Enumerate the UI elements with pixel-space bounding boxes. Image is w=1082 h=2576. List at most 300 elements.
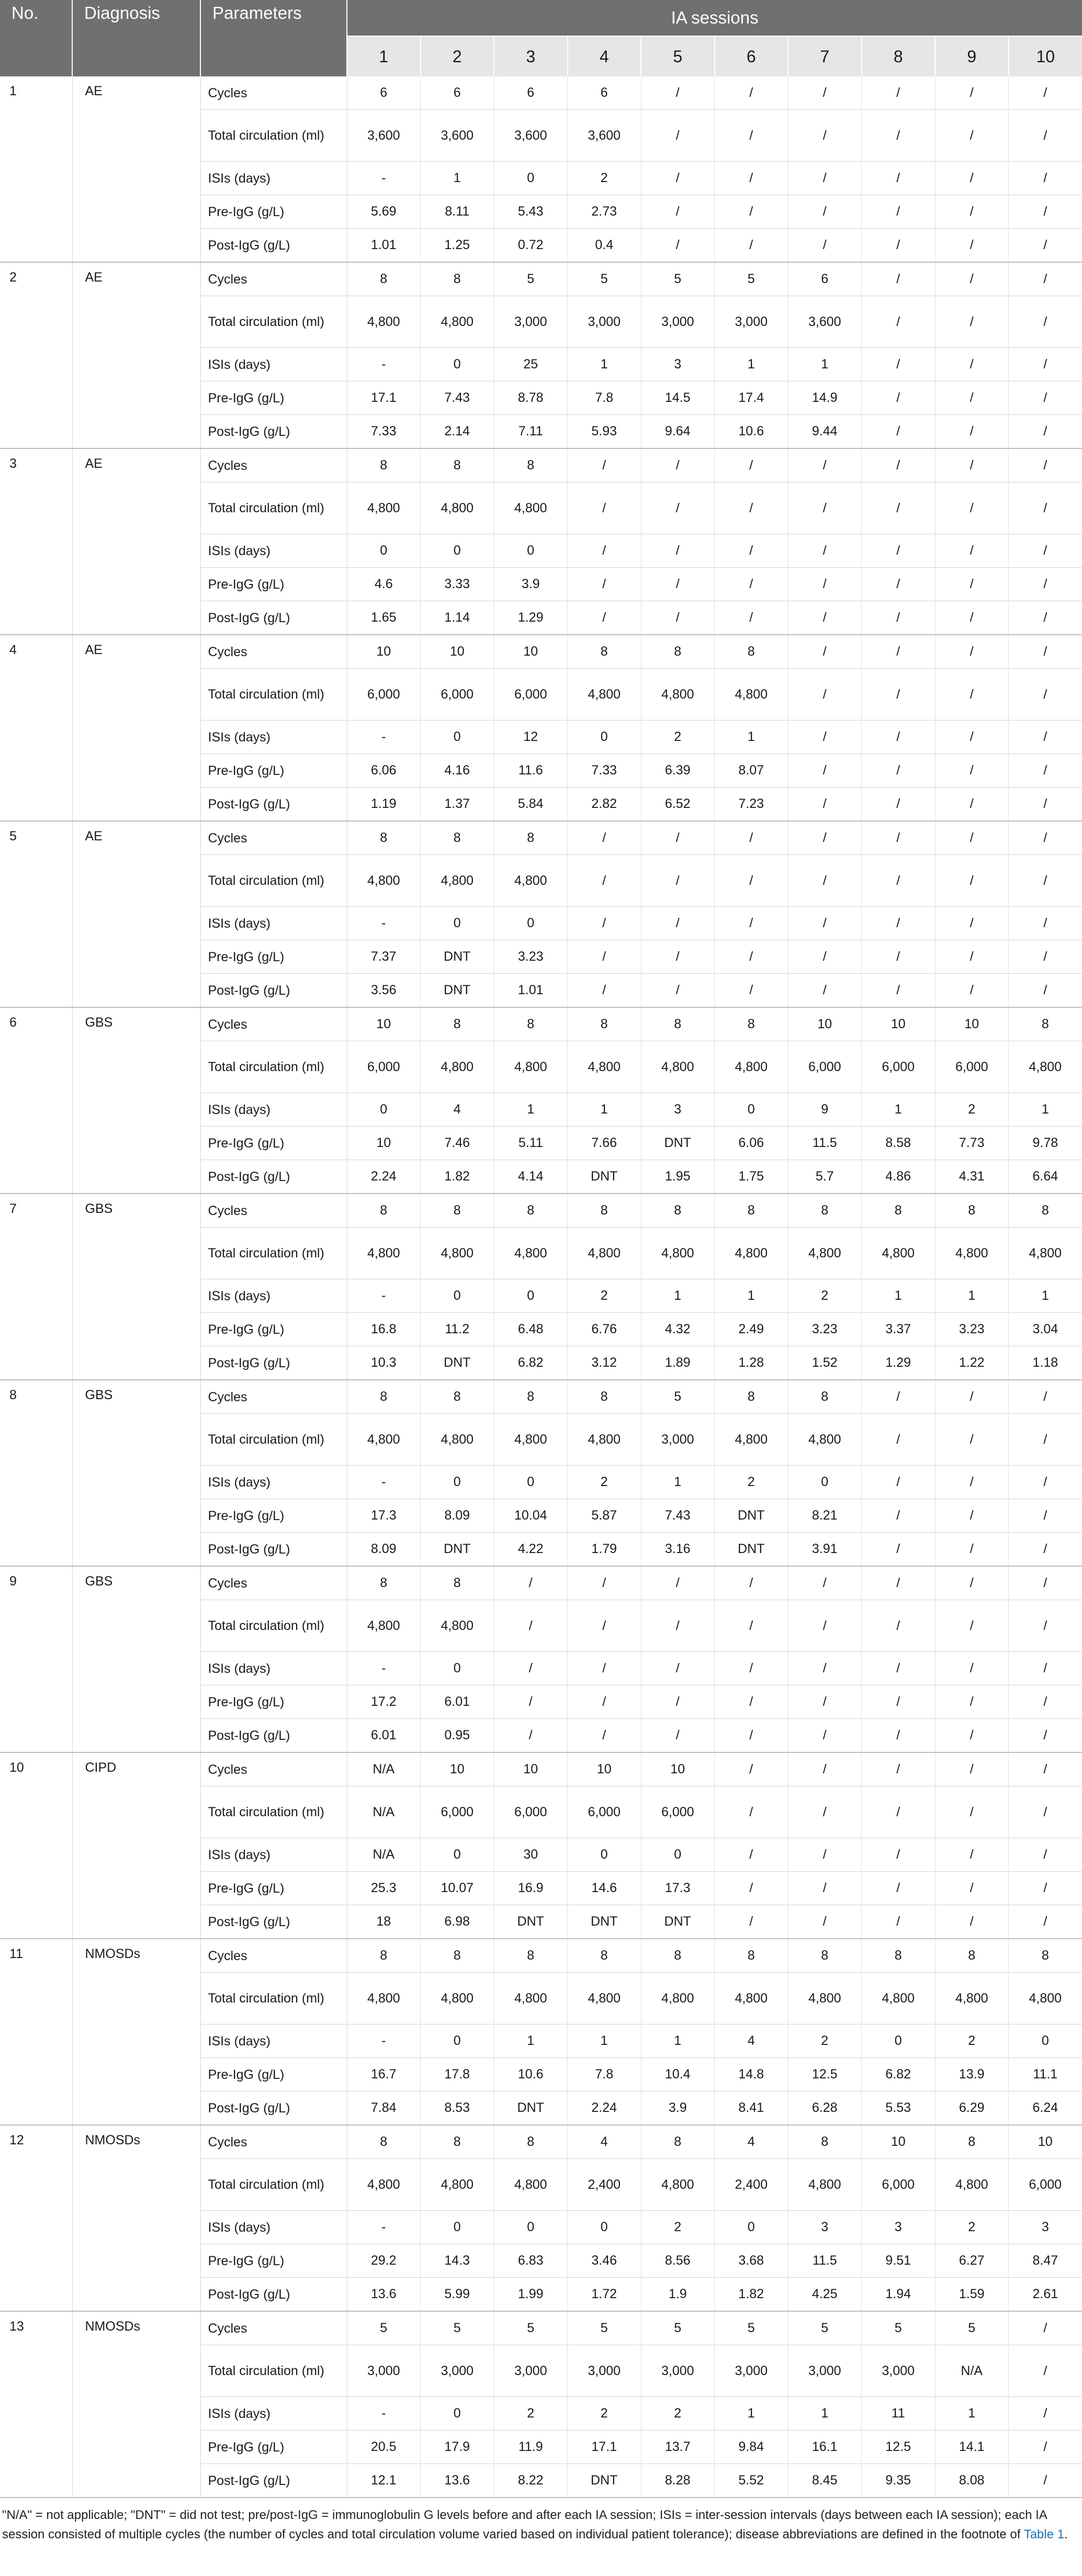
session-value: 8 bbox=[641, 1194, 715, 1228]
session-value: 6 bbox=[347, 76, 421, 110]
session-value: 1.29 bbox=[494, 601, 568, 635]
session-value: 2.61 bbox=[1009, 2278, 1082, 2312]
session-value: - bbox=[347, 1279, 421, 1313]
patient-number: 13 bbox=[0, 2311, 72, 2498]
session-value: / bbox=[788, 1719, 862, 1753]
session-value: / bbox=[935, 635, 1009, 669]
session-value: / bbox=[788, 1752, 862, 1786]
session-value: 4 bbox=[568, 2125, 641, 2159]
header-no: No. bbox=[0, 0, 72, 76]
session-value: / bbox=[715, 110, 788, 162]
session-value: 6,000 bbox=[347, 1041, 421, 1093]
parameter-label: Pre-IgG (g/L) bbox=[200, 1313, 347, 1346]
session-value: 7.84 bbox=[347, 2091, 421, 2125]
session-value: 4,800 bbox=[494, 482, 568, 534]
session-value: / bbox=[641, 821, 715, 855]
session-value: DNT bbox=[715, 1533, 788, 1567]
session-value: 8.53 bbox=[421, 2091, 494, 2125]
session-value: 1.28 bbox=[715, 1346, 788, 1380]
session-value: 6.82 bbox=[494, 1346, 568, 1380]
session-value: / bbox=[935, 262, 1009, 296]
table-row bbox=[0, 821, 1082, 855]
session-value: / bbox=[1009, 195, 1082, 229]
session-value: 0 bbox=[715, 2211, 788, 2244]
session-value: 5 bbox=[788, 2311, 862, 2345]
session-value: DNT bbox=[421, 940, 494, 974]
parameter-label: Post-IgG (g/L) bbox=[200, 2464, 347, 2498]
session-value: / bbox=[641, 229, 715, 263]
session-value: / bbox=[935, 1499, 1009, 1533]
session-value: / bbox=[1009, 601, 1082, 635]
session-value: 8 bbox=[347, 821, 421, 855]
parameter-label: Post-IgG (g/L) bbox=[200, 1533, 347, 1567]
parameter-label: ISIs (days) bbox=[200, 2397, 347, 2431]
session-value: / bbox=[715, 1752, 788, 1786]
session-value: 1 bbox=[568, 2024, 641, 2058]
session-value: 4,800 bbox=[347, 1228, 421, 1279]
session-value: 8 bbox=[421, 2125, 494, 2159]
session-value: / bbox=[935, 76, 1009, 110]
parameter-label: ISIs (days) bbox=[200, 1466, 347, 1499]
parameter-label: Cycles bbox=[200, 448, 347, 482]
patient-number: 5 bbox=[0, 821, 72, 1007]
session-value: 4,800 bbox=[1009, 1973, 1082, 2024]
footnote-text: "N/A" = not applicable; "DNT" = did not test; pre/post-IgG = immunoglobulin G levels before and after each IA session; ISIs = inter-session intervals (days between each IA session); each IA session consisted of multiple cycles (the number of cycles and total circulation volume varied based on individual patient tolerance); disease abbreviations are defined in the footnote of bbox=[2, 2508, 1047, 2541]
session-value: 9.35 bbox=[862, 2464, 936, 2498]
session-value: 0 bbox=[494, 1279, 568, 1313]
session-value: 1.52 bbox=[788, 1346, 862, 1380]
session-value: 7.73 bbox=[935, 1127, 1009, 1160]
session-value: / bbox=[862, 855, 936, 907]
session-value: / bbox=[494, 1566, 568, 1600]
session-value: 5 bbox=[641, 2311, 715, 2345]
session-value: 14.8 bbox=[715, 2058, 788, 2091]
parameter-label: ISIs (days) bbox=[200, 2024, 347, 2058]
header-session-number: 1 bbox=[347, 36, 421, 76]
session-value: / bbox=[568, 534, 641, 568]
session-value: 4 bbox=[421, 1093, 494, 1127]
parameter-label: Pre-IgG (g/L) bbox=[200, 568, 347, 601]
session-value: 3,000 bbox=[568, 296, 641, 348]
patient-number: 7 bbox=[0, 1194, 72, 1380]
session-value: 1 bbox=[788, 2397, 862, 2431]
session-value: 4,800 bbox=[347, 2159, 421, 2211]
session-value: / bbox=[935, 821, 1009, 855]
session-value: 10 bbox=[935, 1007, 1009, 1041]
session-value: / bbox=[1009, 2397, 1082, 2431]
session-value: / bbox=[935, 940, 1009, 974]
parameter-label: Total circulation (ml) bbox=[200, 669, 347, 721]
session-value: 6,000 bbox=[862, 2159, 936, 2211]
session-value: 1 bbox=[641, 1279, 715, 1313]
session-value: 1.59 bbox=[935, 2278, 1009, 2312]
session-value: 7.33 bbox=[568, 754, 641, 788]
session-value: 6.52 bbox=[641, 788, 715, 822]
parameter-label: Total circulation (ml) bbox=[200, 1786, 347, 1838]
session-value: 11.5 bbox=[788, 1127, 862, 1160]
session-value: / bbox=[641, 568, 715, 601]
session-value: 0 bbox=[421, 907, 494, 940]
session-value: 14.6 bbox=[568, 1872, 641, 1905]
session-value: / bbox=[788, 110, 862, 162]
session-value: 6.82 bbox=[862, 2058, 936, 2091]
session-value: 4,800 bbox=[494, 2159, 568, 2211]
session-value: 11.9 bbox=[494, 2431, 568, 2464]
session-value: 10.6 bbox=[494, 2058, 568, 2091]
session-value: 0 bbox=[421, 1652, 494, 1685]
session-value: 0 bbox=[568, 1838, 641, 1872]
session-value: 8 bbox=[347, 1380, 421, 1414]
session-value: 8 bbox=[421, 1194, 494, 1228]
session-value: 1.01 bbox=[347, 229, 421, 263]
session-value: / bbox=[568, 1600, 641, 1652]
session-value: / bbox=[862, 1752, 936, 1786]
session-value: 4.25 bbox=[788, 2278, 862, 2312]
session-value: / bbox=[935, 534, 1009, 568]
session-value: 0.95 bbox=[421, 1719, 494, 1753]
session-value: / bbox=[862, 1872, 936, 1905]
session-value: 0 bbox=[421, 1838, 494, 1872]
session-value: 3.12 bbox=[568, 1346, 641, 1380]
patient-number: 4 bbox=[0, 635, 72, 821]
session-value: / bbox=[641, 482, 715, 534]
patient-number: 1 bbox=[0, 76, 72, 262]
header-diagnosis: Diagnosis bbox=[72, 0, 200, 76]
parameter-label: Post-IgG (g/L) bbox=[200, 2091, 347, 2125]
session-value: 8 bbox=[862, 1194, 936, 1228]
session-value: 10 bbox=[568, 1752, 641, 1786]
session-value: 5.52 bbox=[715, 2464, 788, 2498]
session-value: 4,800 bbox=[568, 669, 641, 721]
session-value: 25.3 bbox=[347, 1872, 421, 1905]
session-value: 4,800 bbox=[862, 1228, 936, 1279]
session-value: / bbox=[1009, 1466, 1082, 1499]
session-value: / bbox=[1009, 635, 1082, 669]
session-value: 4.22 bbox=[494, 1533, 568, 1567]
parameter-label: Pre-IgG (g/L) bbox=[200, 1872, 347, 1905]
session-value: 16.1 bbox=[788, 2431, 862, 2464]
session-value: / bbox=[935, 568, 1009, 601]
session-value: / bbox=[1009, 669, 1082, 721]
session-value: 8 bbox=[1009, 1939, 1082, 1973]
session-value: / bbox=[715, 1566, 788, 1600]
header-session-number: 5 bbox=[641, 36, 715, 76]
session-value: / bbox=[1009, 754, 1082, 788]
session-value: / bbox=[862, 1533, 936, 1567]
session-value: 1 bbox=[494, 1093, 568, 1127]
parameter-label: ISIs (days) bbox=[200, 1093, 347, 1127]
session-value: 0 bbox=[421, 2024, 494, 2058]
session-value: 12 bbox=[494, 721, 568, 754]
session-value: 7.8 bbox=[568, 2058, 641, 2091]
session-value: - bbox=[347, 907, 421, 940]
session-value: 4,800 bbox=[788, 1973, 862, 2024]
session-value: 4,800 bbox=[421, 296, 494, 348]
session-value: 8 bbox=[421, 262, 494, 296]
session-value: 8 bbox=[494, 2125, 568, 2159]
session-value: / bbox=[568, 568, 641, 601]
session-value: 8 bbox=[935, 1194, 1009, 1228]
session-value: 6,000 bbox=[641, 1786, 715, 1838]
session-value: 2 bbox=[568, 1466, 641, 1499]
session-value: 8 bbox=[1009, 1194, 1082, 1228]
session-value: 6,000 bbox=[1009, 2159, 1082, 2211]
session-value: 6.48 bbox=[494, 1313, 568, 1346]
session-value: - bbox=[347, 721, 421, 754]
session-value: / bbox=[568, 855, 641, 907]
session-value: 0 bbox=[421, 1279, 494, 1313]
session-value: 7.66 bbox=[568, 1127, 641, 1160]
session-value: / bbox=[1009, 1380, 1082, 1414]
parameter-label: ISIs (days) bbox=[200, 1279, 347, 1313]
patient-diagnosis: AE bbox=[72, 635, 200, 821]
session-value: DNT bbox=[421, 1533, 494, 1567]
session-value: / bbox=[935, 1380, 1009, 1414]
session-value: / bbox=[935, 1786, 1009, 1838]
session-value: 6,000 bbox=[421, 669, 494, 721]
session-value: 6.06 bbox=[347, 754, 421, 788]
session-value: / bbox=[1009, 1786, 1082, 1838]
patient-diagnosis: NMOSDs bbox=[72, 1939, 200, 2125]
session-value: 30 bbox=[494, 1838, 568, 1872]
session-value: 17.1 bbox=[347, 381, 421, 415]
session-value: N/A bbox=[347, 1838, 421, 1872]
session-value: 9.51 bbox=[862, 2244, 936, 2278]
session-value: 3,000 bbox=[568, 2345, 641, 2397]
parameter-label: Total circulation (ml) bbox=[200, 1973, 347, 2024]
session-value: / bbox=[1009, 482, 1082, 534]
parameter-label: Pre-IgG (g/L) bbox=[200, 1685, 347, 1719]
session-value: 8 bbox=[347, 1939, 421, 1973]
session-value: N/A bbox=[347, 1752, 421, 1786]
session-value: 8 bbox=[347, 262, 421, 296]
session-value: / bbox=[1009, 1685, 1082, 1719]
session-value: 4,800 bbox=[494, 1973, 568, 2024]
session-value: 8 bbox=[641, 1939, 715, 1973]
session-value: 8 bbox=[641, 2125, 715, 2159]
session-value: 2 bbox=[935, 2024, 1009, 2058]
session-value: 1 bbox=[935, 1279, 1009, 1313]
session-value: / bbox=[935, 296, 1009, 348]
session-value: / bbox=[862, 1466, 936, 1499]
session-value: 0 bbox=[494, 1466, 568, 1499]
session-value: 4,800 bbox=[715, 1228, 788, 1279]
parameter-label: Cycles bbox=[200, 1939, 347, 1973]
session-value: / bbox=[935, 415, 1009, 449]
session-value: 11.2 bbox=[421, 1313, 494, 1346]
session-value: / bbox=[1009, 296, 1082, 348]
session-value: 0 bbox=[568, 721, 641, 754]
session-value: / bbox=[1009, 1414, 1082, 1466]
session-value: 4,800 bbox=[935, 1973, 1009, 2024]
session-value: 1.18 bbox=[1009, 1346, 1082, 1380]
parameter-label: Pre-IgG (g/L) bbox=[200, 2244, 347, 2278]
session-value: / bbox=[1009, 1838, 1082, 1872]
session-value: / bbox=[1009, 448, 1082, 482]
session-value: / bbox=[1009, 415, 1082, 449]
session-value: 3,600 bbox=[347, 110, 421, 162]
session-value: / bbox=[862, 1905, 936, 1939]
session-value: 0 bbox=[421, 534, 494, 568]
session-value: / bbox=[1009, 1652, 1082, 1685]
session-value: 20.5 bbox=[347, 2431, 421, 2464]
session-value: 8 bbox=[935, 2125, 1009, 2159]
session-value: / bbox=[788, 721, 862, 754]
session-value: / bbox=[641, 855, 715, 907]
parameter-label: Total circulation (ml) bbox=[200, 2159, 347, 2211]
session-value: 8.08 bbox=[935, 2464, 1009, 2498]
patient-diagnosis: AE bbox=[72, 76, 200, 262]
session-value: 6.28 bbox=[788, 2091, 862, 2125]
session-value: / bbox=[935, 1652, 1009, 1685]
session-value: / bbox=[862, 1786, 936, 1838]
session-value: / bbox=[935, 1600, 1009, 1652]
session-value: 7.33 bbox=[347, 415, 421, 449]
session-value: 8 bbox=[494, 1380, 568, 1414]
session-value: 2.24 bbox=[347, 1160, 421, 1194]
session-value: / bbox=[862, 110, 936, 162]
session-value: 3,000 bbox=[715, 296, 788, 348]
table-row bbox=[0, 1752, 1082, 1786]
session-value: 6,000 bbox=[862, 1041, 936, 1093]
table-row bbox=[0, 2311, 1082, 2345]
patient-diagnosis: NMOSDs bbox=[72, 2125, 200, 2311]
session-value: / bbox=[1009, 2345, 1082, 2397]
session-value: / bbox=[862, 296, 936, 348]
session-value: / bbox=[788, 448, 862, 482]
session-value: / bbox=[715, 534, 788, 568]
session-value: / bbox=[935, 1838, 1009, 1872]
session-value: / bbox=[935, 381, 1009, 415]
session-value: / bbox=[1009, 1600, 1082, 1652]
session-value: 6.98 bbox=[421, 1905, 494, 1939]
session-value: / bbox=[862, 381, 936, 415]
session-value: 14.1 bbox=[935, 2431, 1009, 2464]
header-session-number: 8 bbox=[862, 36, 936, 76]
session-value: 10 bbox=[788, 1007, 862, 1041]
session-value: 4,800 bbox=[421, 1600, 494, 1652]
session-value: 2,400 bbox=[568, 2159, 641, 2211]
patient-diagnosis: GBS bbox=[72, 1194, 200, 1380]
session-value: / bbox=[1009, 1719, 1082, 1753]
session-value: 3.04 bbox=[1009, 1313, 1082, 1346]
session-value: DNT bbox=[421, 974, 494, 1008]
session-value: 4,800 bbox=[715, 669, 788, 721]
session-value: 16.7 bbox=[347, 2058, 421, 2091]
session-value: / bbox=[788, 1838, 862, 1872]
session-value: 4,800 bbox=[421, 1041, 494, 1093]
header-session-number: 2 bbox=[421, 36, 494, 76]
session-value: / bbox=[715, 229, 788, 263]
session-value: / bbox=[568, 482, 641, 534]
session-value: / bbox=[715, 568, 788, 601]
parameter-label: Post-IgG (g/L) bbox=[200, 1160, 347, 1194]
session-value: 2 bbox=[494, 2397, 568, 2431]
patient-diagnosis: NMOSDs bbox=[72, 2311, 200, 2498]
session-value: / bbox=[715, 162, 788, 195]
session-value: 17.9 bbox=[421, 2431, 494, 2464]
session-value: / bbox=[862, 788, 936, 822]
session-value: 2 bbox=[568, 2397, 641, 2431]
session-value: 8 bbox=[347, 1194, 421, 1228]
session-value: / bbox=[935, 448, 1009, 482]
session-value: / bbox=[715, 907, 788, 940]
session-value: 1 bbox=[715, 721, 788, 754]
session-value: DNT bbox=[568, 1160, 641, 1194]
session-value: / bbox=[935, 1872, 1009, 1905]
session-value: / bbox=[935, 721, 1009, 754]
session-value: 5.11 bbox=[494, 1127, 568, 1160]
session-value: / bbox=[935, 974, 1009, 1008]
session-value: / bbox=[862, 1652, 936, 1685]
session-value: / bbox=[862, 601, 936, 635]
session-value: 8 bbox=[641, 1007, 715, 1041]
session-value: 16.9 bbox=[494, 1872, 568, 1905]
session-value: 2 bbox=[641, 2211, 715, 2244]
session-value: 8 bbox=[788, 1939, 862, 1973]
session-value: / bbox=[715, 1600, 788, 1652]
session-value: 9.84 bbox=[715, 2431, 788, 2464]
header-ia-sessions: IA sessions bbox=[347, 0, 1082, 36]
session-value: 8 bbox=[715, 1007, 788, 1041]
session-value: 3.46 bbox=[568, 2244, 641, 2278]
session-value: / bbox=[862, 482, 936, 534]
session-value: 1.99 bbox=[494, 2278, 568, 2312]
session-value: 6.64 bbox=[1009, 1160, 1082, 1194]
session-value: / bbox=[862, 974, 936, 1008]
session-value: / bbox=[1009, 2431, 1082, 2464]
session-value: / bbox=[862, 76, 936, 110]
session-value: 2.24 bbox=[568, 2091, 641, 2125]
session-value: 8 bbox=[568, 1007, 641, 1041]
session-value: 18 bbox=[347, 1905, 421, 1939]
session-value: / bbox=[715, 601, 788, 635]
session-value: / bbox=[862, 1685, 936, 1719]
session-value: 7.23 bbox=[715, 788, 788, 822]
footnote-table-link[interactable]: Table 1 bbox=[1023, 2527, 1065, 2541]
session-value: DNT bbox=[568, 2464, 641, 2498]
session-value: / bbox=[935, 348, 1009, 381]
session-value: 4.86 bbox=[862, 1160, 936, 1194]
parameter-label: Pre-IgG (g/L) bbox=[200, 195, 347, 229]
session-value: 0 bbox=[641, 1838, 715, 1872]
table-header bbox=[0, 0, 1082, 76]
session-value: 4,800 bbox=[715, 1041, 788, 1093]
session-value: DNT bbox=[421, 1346, 494, 1380]
patient-number: 9 bbox=[0, 1566, 72, 1752]
session-value: 10 bbox=[641, 1752, 715, 1786]
session-value: / bbox=[494, 1685, 568, 1719]
session-value: 3,000 bbox=[347, 2345, 421, 2397]
session-value: 3 bbox=[641, 348, 715, 381]
session-value: 10 bbox=[421, 635, 494, 669]
session-value: 6.01 bbox=[347, 1719, 421, 1753]
patient-number: 3 bbox=[0, 448, 72, 635]
session-value: 4,800 bbox=[788, 1414, 862, 1466]
session-value: / bbox=[641, 1685, 715, 1719]
table-row bbox=[0, 262, 1082, 296]
parameter-label: Total circulation (ml) bbox=[200, 2345, 347, 2397]
session-value: 5 bbox=[641, 262, 715, 296]
patient-diagnosis: AE bbox=[72, 821, 200, 1007]
session-value: 10.3 bbox=[347, 1346, 421, 1380]
session-value: / bbox=[862, 534, 936, 568]
session-value: / bbox=[715, 974, 788, 1008]
header-session-number: 9 bbox=[935, 36, 1009, 76]
session-value: 9.78 bbox=[1009, 1127, 1082, 1160]
session-value: 3,000 bbox=[421, 2345, 494, 2397]
session-value: / bbox=[715, 821, 788, 855]
